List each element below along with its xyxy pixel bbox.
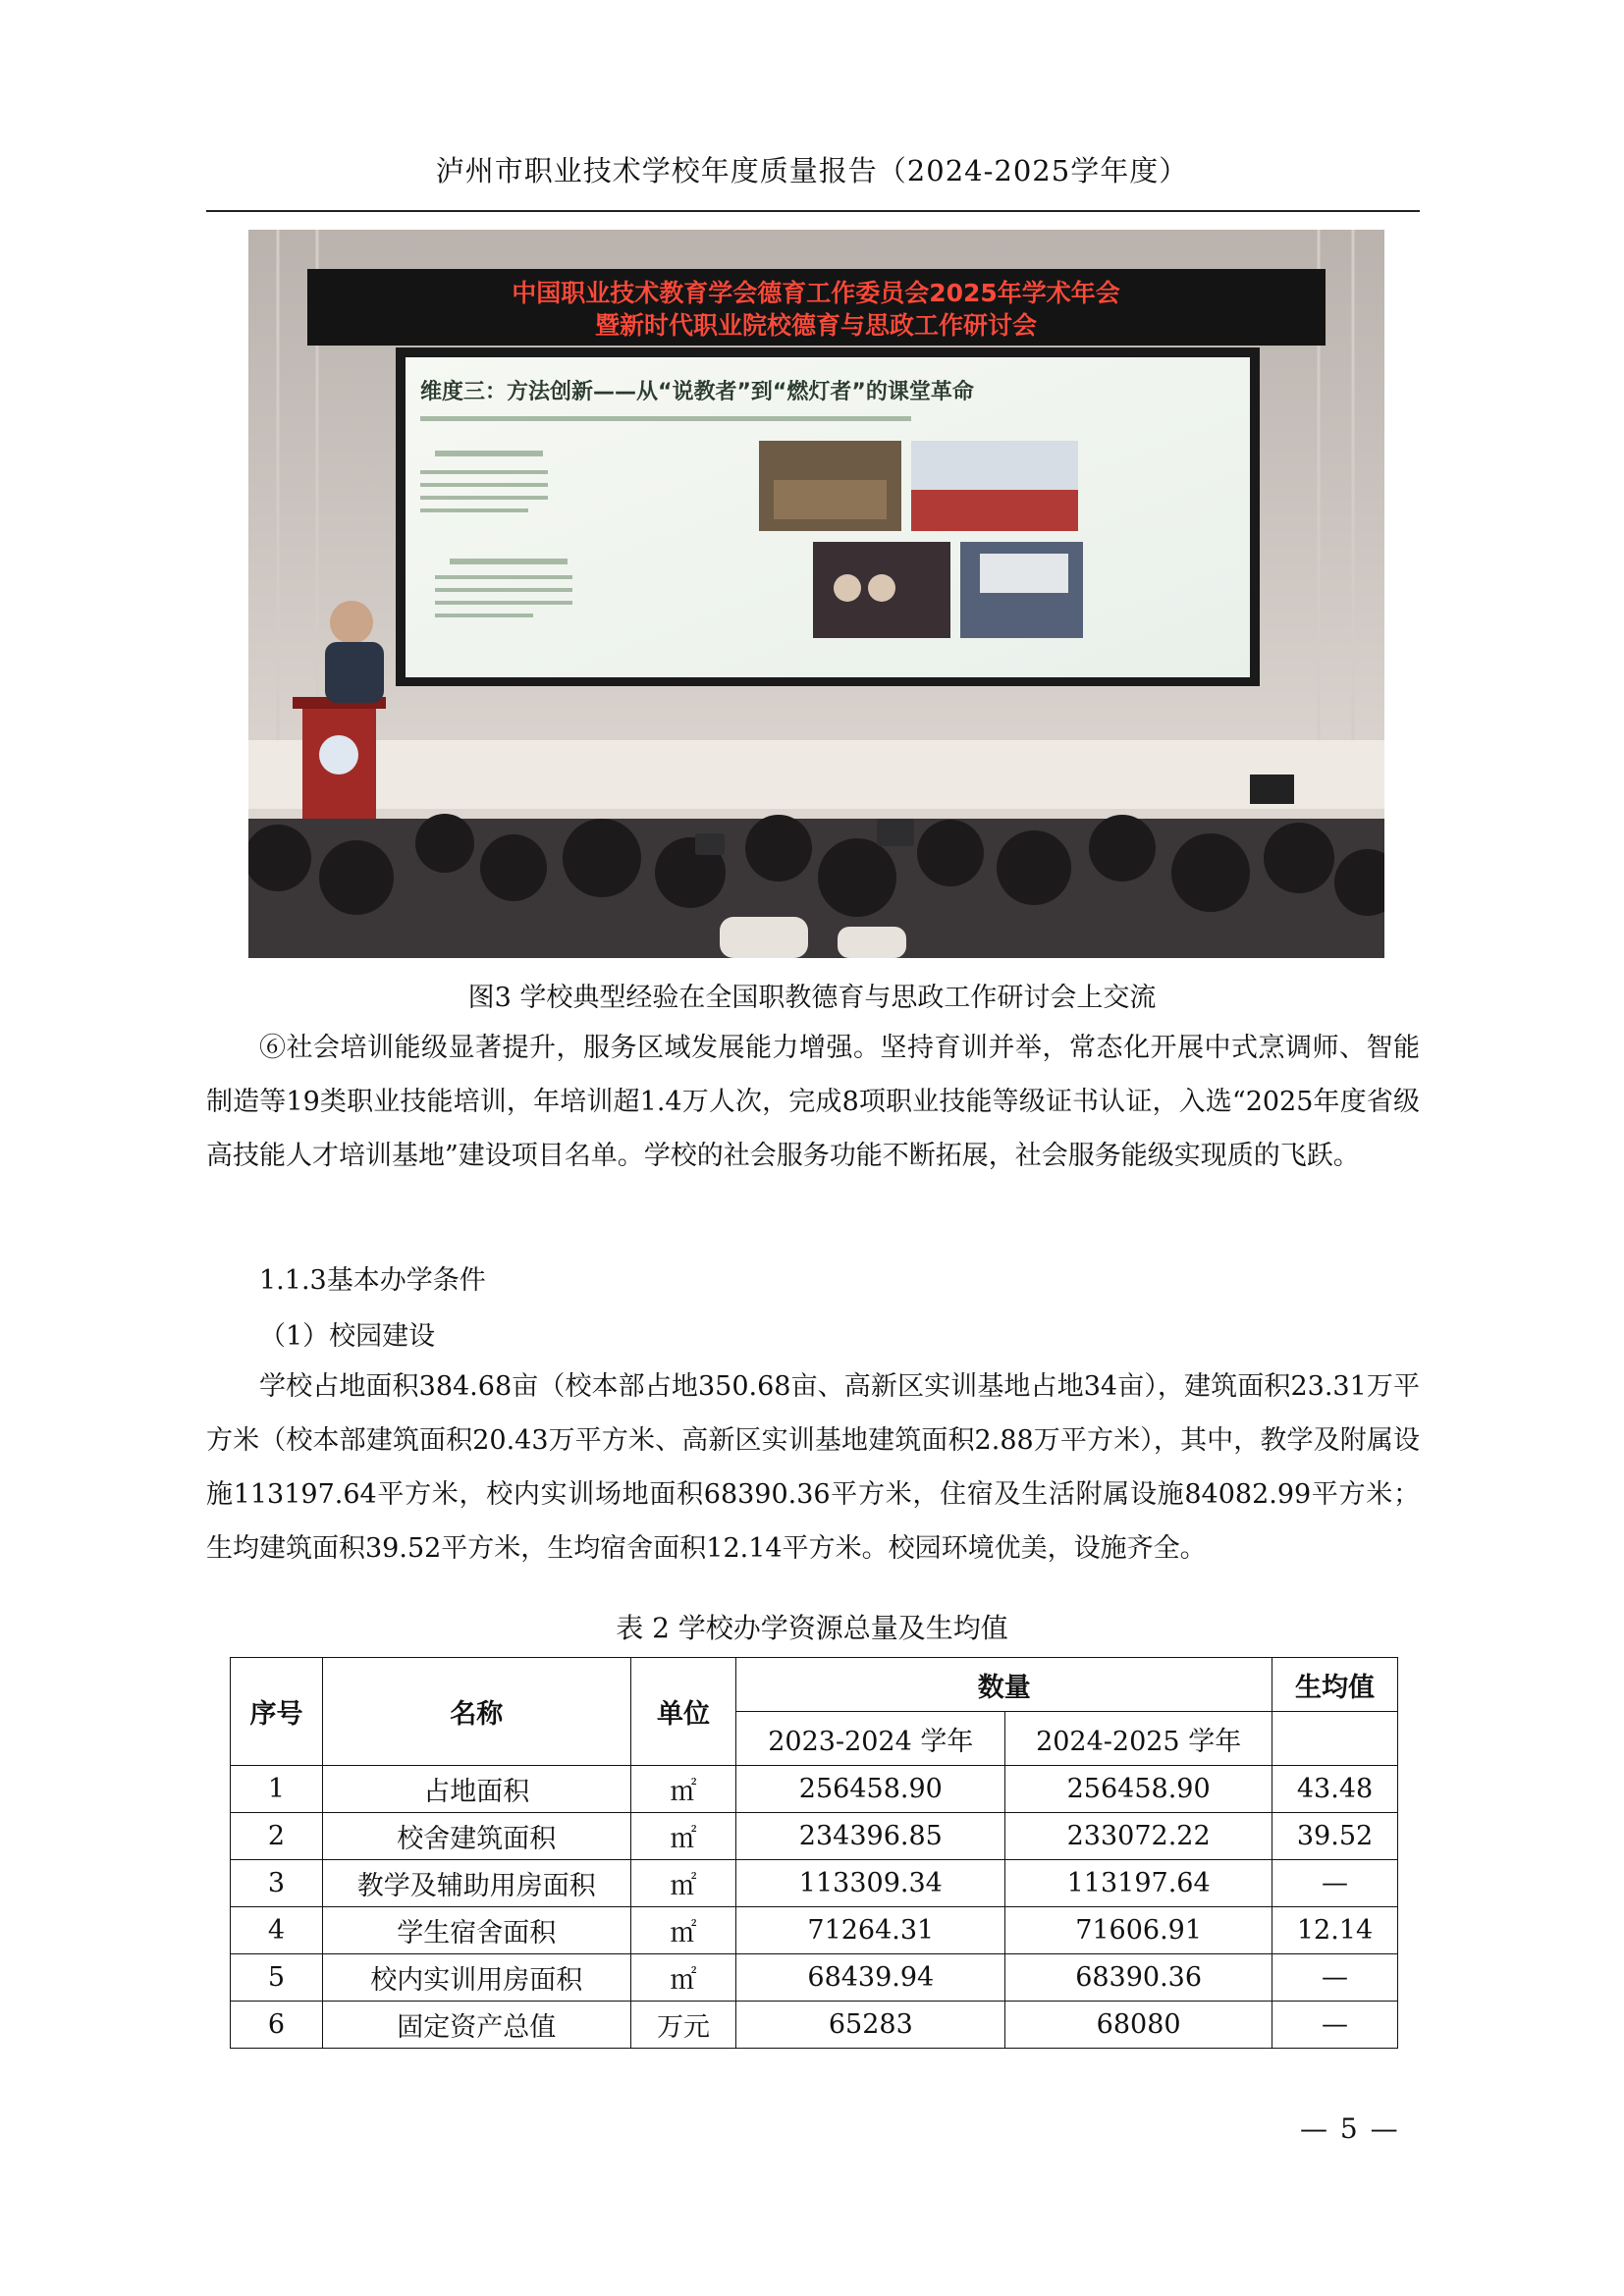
cell-name: 占地面积 bbox=[322, 1766, 630, 1813]
cell-value-2024: 233072.22 bbox=[1005, 1813, 1272, 1860]
page-number: — 5 — bbox=[1300, 2112, 1400, 2145]
cell-name: 教学及辅助用房面积 bbox=[322, 1860, 630, 1907]
header-no: 序号 bbox=[231, 1658, 323, 1766]
cell-no: 2 bbox=[231, 1813, 323, 1860]
cell-value-2024: 68080 bbox=[1005, 2002, 1272, 2049]
banner-line-1: 中国职业技术教育学会德育工作委员会2025年学术年会 bbox=[512, 279, 1120, 307]
cell-unit: ㎡ bbox=[630, 1860, 736, 1907]
cell-no: 1 bbox=[231, 1766, 323, 1813]
cell-unit: 万元 bbox=[630, 2002, 736, 2049]
paragraph-social-training: ⑥社会培训能级显著提升，服务区域发展能力增强。坚持育训并举，常态化开展中式烹调师、智能制造等19类职业技能培训，年培训超1.4万人次，完成8项职业技能等级证书认证，入选“2025年度省级高技能人才培训基地”建设项目名单。学校的社会服务功能不断拓展，社会服务能级实现质的飞跃。 bbox=[206, 1033, 1420, 1171]
cell-name: 固定资产总值 bbox=[322, 2002, 630, 2049]
table-row bbox=[231, 1813, 1398, 1860]
header-rule bbox=[206, 210, 1420, 212]
cell-per-student: 39.52 bbox=[1272, 1813, 1398, 1860]
cell-value-2023: 65283 bbox=[736, 2002, 1005, 2049]
header-year-2024: 2024-2025 学年 bbox=[1005, 1712, 1272, 1766]
header-name: 名称 bbox=[322, 1658, 630, 1766]
banner-line-2: 暨新时代职业院校德育与思政工作研讨会 bbox=[594, 311, 1038, 340]
header-per-student: 生均值 bbox=[1272, 1658, 1398, 1712]
cell-per-student: — bbox=[1272, 1860, 1398, 1907]
cell-value-2024: 113197.64 bbox=[1005, 1860, 1272, 1907]
table-caption: 表 2 学校办学资源总量及生均值 bbox=[616, 1612, 1008, 1644]
section-heading-basic-conditions: 1.1.3基本办学条件 bbox=[259, 1265, 486, 1296]
table-row bbox=[231, 2002, 1398, 2049]
header-per-student-empty bbox=[1272, 1712, 1398, 1766]
table-row bbox=[231, 1954, 1398, 2002]
resources-table bbox=[230, 1657, 1398, 2049]
cell-no: 3 bbox=[231, 1860, 323, 1907]
page-header-title: 泸州市职业技术学校年度质量报告（2024-2025学年度） bbox=[435, 154, 1189, 187]
conference-photo bbox=[248, 230, 1384, 958]
cell-per-student: 12.14 bbox=[1272, 1907, 1398, 1954]
cell-name: 校舍建筑面积 bbox=[322, 1813, 630, 1860]
cell-per-student: — bbox=[1272, 1954, 1398, 2002]
cell-unit: ㎡ bbox=[630, 1907, 736, 1954]
table-row bbox=[231, 1766, 1398, 1813]
cell-value-2024: 71606.91 bbox=[1005, 1907, 1272, 1954]
cell-value-2023: 68439.94 bbox=[736, 1954, 1005, 2002]
cell-no: 6 bbox=[231, 2002, 323, 2049]
cell-value-2023: 234396.85 bbox=[736, 1813, 1005, 1860]
cell-unit: ㎡ bbox=[630, 1954, 736, 2002]
cell-value-2023: 113309.34 bbox=[736, 1860, 1005, 1907]
cell-no: 5 bbox=[231, 1954, 323, 2002]
speaker bbox=[330, 601, 373, 644]
cell-unit: ㎡ bbox=[630, 1766, 736, 1813]
table-row bbox=[231, 1907, 1398, 1954]
cell-per-student: — bbox=[1272, 2002, 1398, 2049]
cell-per-student: 43.48 bbox=[1272, 1766, 1398, 1813]
cell-value-2023: 71264.31 bbox=[736, 1907, 1005, 1954]
paragraph-campus-construction: 学校占地面积384.68亩（校本部占地350.68亩、高新区实训基地占地34亩），建筑面积23.31万平方米（校本部建筑面积20.43万平方米、高新区实训基地建筑面积2.88万平方米），其中，教学及附属设施113197.64平方米，校内实训场地面积68390.36平方米，住宿及生活附属设施84082.99平方米；生均建筑面积39.52平方米，生均宿舍面积12.14平方米。校园环境优美，设施齐全。 bbox=[206, 1371, 1420, 1564]
cell-value-2024: 68390.36 bbox=[1005, 1954, 1272, 2002]
header-year-2023: 2023-2024 学年 bbox=[736, 1712, 1005, 1766]
header-quantity: 数量 bbox=[736, 1658, 1272, 1712]
cell-name: 校内实训用房面积 bbox=[322, 1954, 630, 2002]
cell-unit: ㎡ bbox=[630, 1813, 736, 1860]
cell-value-2024: 256458.90 bbox=[1005, 1766, 1272, 1813]
figure-caption: 图3 学校典型经验在全国职教德育与思政工作研讨会上交流 bbox=[467, 983, 1157, 1013]
header-unit: 单位 bbox=[630, 1658, 736, 1766]
table-row bbox=[231, 1860, 1398, 1907]
cell-value-2023: 256458.90 bbox=[736, 1766, 1005, 1813]
cell-no: 4 bbox=[231, 1907, 323, 1954]
cell-name: 学生宿舍面积 bbox=[322, 1907, 630, 1954]
subsection-heading-campus: （1）校园建设 bbox=[259, 1321, 436, 1352]
slide-title: 维度三：方法创新——从“说教者”到“燃灯者”的课堂革命 bbox=[420, 380, 974, 404]
